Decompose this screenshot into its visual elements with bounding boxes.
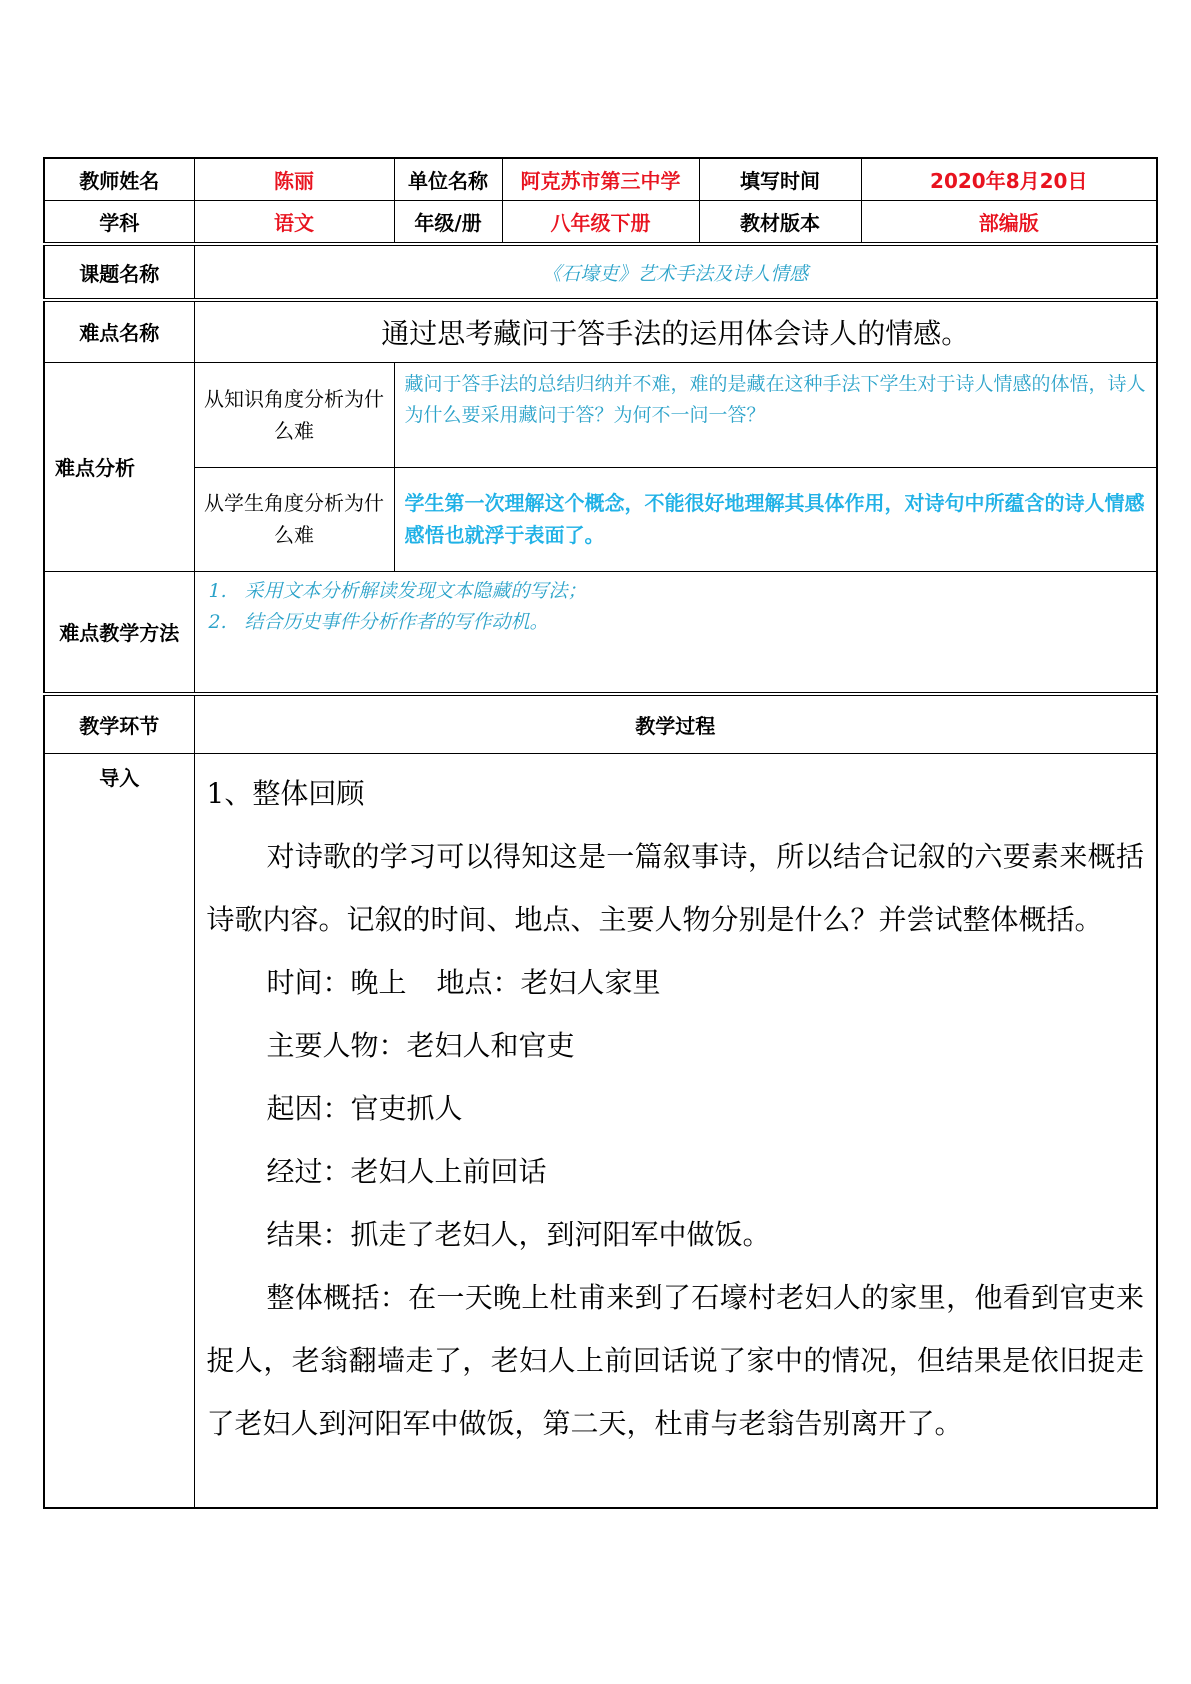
methods-list (194, 571, 1157, 694)
analysis-student-row (44, 467, 1157, 571)
grade-label: 年级/册 (394, 200, 502, 244)
difficulty-label: 难点名称 (44, 300, 194, 362)
student-label: 从学生角度分析为什么难 (194, 467, 394, 571)
subject-value: 语文 (194, 200, 394, 244)
methods-label: 难点教学方法 (44, 571, 194, 694)
method-number: 1. (208, 579, 227, 602)
topic-label: 课题名称 (44, 244, 194, 300)
edition-value: 部编版 (861, 200, 1157, 244)
process-header-row (44, 694, 1157, 753)
header-row-1 (44, 158, 1157, 200)
process-line: 经过：老妇人上前回话 (266, 1154, 547, 1188)
stage-header: 教学环节 (44, 694, 194, 753)
lesson-plan-sheet (43, 157, 1156, 1509)
process-row (44, 753, 1157, 1508)
knowledge-text: 藏问于答手法的总结归纳并不难，难的是藏在这种手法下学生对于诗人情感的体悟，诗人为什么要采用藏问于答？为何不一问一答？ (394, 362, 1157, 467)
intro-paragraph: 对诗歌的学习可以得知这是一篇叙事诗，所以结合记叙的六要素来概括诗歌内容。记叙的时间、地点、主要人物分别是什么？并尝试整体概括。 (206, 839, 1144, 936)
edition-label: 教材版本 (699, 200, 861, 244)
grade-value: 八年级下册 (502, 200, 699, 244)
unit-label: 单位名称 (394, 158, 502, 200)
characters-line: 主要人物：老妇人和官吏 (266, 1028, 575, 1062)
summary-paragraph: 整体概括：在一天晚上杜甫来到了石壕村老妇人的家里，他看到官吏来捉人，老翁翻墙走了，老妇人上前回话说了家中的情况，但结果是依旧捉走了老妇人到河阳军中做饭，第二天，杜甫与老翁告别离开了。 (206, 1280, 1144, 1440)
place-text: 地点：老妇人家里 (436, 965, 661, 999)
topic-value: 《石壕吏》艺术手法及诗人情感 (194, 244, 1157, 300)
cause-line: 起因：官吏抓人 (266, 1091, 463, 1125)
method-item (205, 607, 1147, 638)
process-header: 教学过程 (194, 694, 1157, 753)
date-label: 填写时间 (699, 158, 861, 200)
stage-name: 导入 (44, 753, 194, 1508)
lesson-plan-table (43, 157, 1158, 1509)
date-value: 2020年8月20日 (861, 158, 1157, 200)
method-number: 2. (208, 610, 227, 633)
knowledge-label: 从知识角度分析为什么难 (194, 362, 394, 467)
student-text: 学生第一次理解这个概念，不能很好地理解其具体作用，对诗句中所蕴含的诗人情感感悟也就浮于表面了。 (394, 467, 1157, 571)
process-content (194, 753, 1157, 1508)
section-heading: 1、整体回顾 (206, 776, 365, 810)
method-text: 结合历史事件分析作者的写作动机。 (244, 610, 549, 633)
time-place-line (207, 951, 1145, 1014)
teacher-label: 教师姓名 (44, 158, 194, 200)
unit-value: 阿克苏市第三中学 (502, 158, 699, 200)
time-text: 时间：晚上 (266, 965, 407, 999)
methods-row (44, 571, 1157, 694)
analysis-label: 难点分析 (44, 362, 194, 571)
analysis-knowledge-row (44, 362, 1157, 467)
subject-label: 学科 (44, 200, 194, 244)
method-item (205, 576, 1147, 607)
difficulty-value: 通过思考藏问于答手法的运用体会诗人的情感。 (194, 300, 1157, 362)
header-row-2 (44, 200, 1157, 244)
teacher-value: 陈丽 (194, 158, 394, 200)
method-text: 采用文本分析解读发现文本隐藏的写法； (244, 579, 587, 602)
result-line: 结果：抓走了老妇人，到河阳军中做饭。 (266, 1217, 771, 1251)
difficulty-row (44, 300, 1157, 362)
topic-row (44, 244, 1157, 300)
